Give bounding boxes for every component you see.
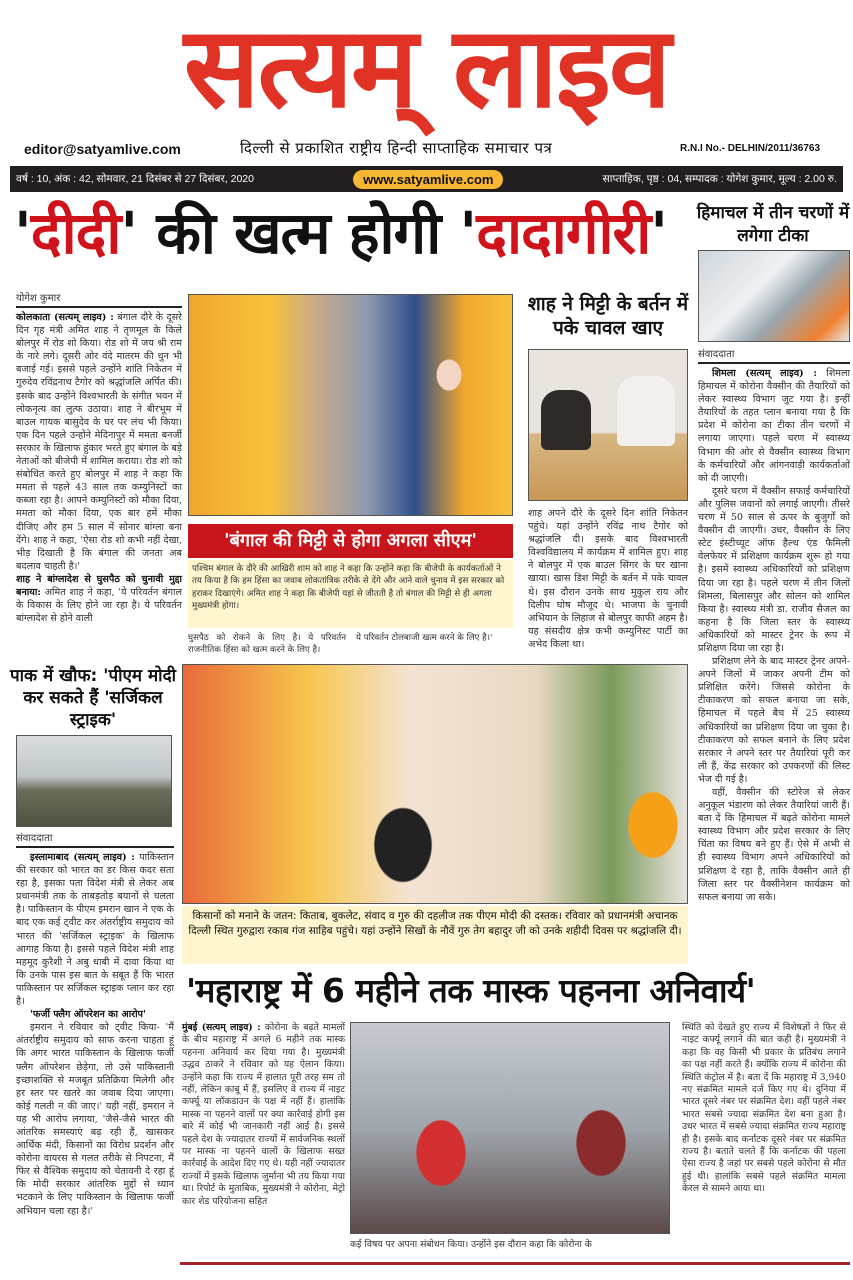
masked-women-photo <box>350 1022 670 1234</box>
shah-eating-rice-photo <box>528 349 688 501</box>
pak-paragraph-2: इमरान ने रविवार को ट्वीट किया- 'मैं अंतर्राष्ट्रीय समुदाय को साफ करना चाहता हूं कि अगर भारत पाकिस्तान के खिलाफ फर्जी फ्लैग ऑपरेशन छेड़ेगा, तो उसे पाकिस्तानी इच्छाशक्ति से मजबूत प्रतिक्रिया मिलेगी और हर स्तर पर खतरे का जवाब दिया जाएगा। कोई गलती न की जाए।' यही नहीं, इमरान ने यह भी आरोप लगाया, 'जैसे-जैसे भारत की आंतरिक समस्याएं बढ़ रही हैं, खासकर आर्थिक मंदी, किसानों का विरोध प्रदर्शन और कोरोना वायरस से गलत तरीके से निपटना, मैं फिर से वैश्विक समुदाय को चेतावनी दे रहा हूं कि मोदी सरकार आंतरिक मुद्दों से ध्यान भटकाने के लिए पाकिस्तान के खिलाफ फर्जी अभियान चला रहा है।' <box>16 1022 174 1217</box>
bottom-rule <box>180 1262 850 1265</box>
headline-highlight-didi: दीदी <box>30 199 121 267</box>
pak-paragraph-1 <box>16 851 174 1008</box>
byline: योगेश कुमार <box>16 290 182 308</box>
gurudwara-photo-caption: किसानों को मनाने के जतन: किताब, बुकलेट, संवाद व गुरु की दहलीज तक पीएम मोदी की दस्तक। रविवार को प्रधानमंत्री अचानक दिल्ली स्थित गुरुद्वारा रकाब गंज साहिब पहुंचे। यहां उन्होंने सिखों के नौवें गुरु तेग बहादुर जी को उनके शहीदी दिवस पर श्रद्धांजलि दी। <box>182 906 688 964</box>
dateline: कोलकाता (सत्यम् लाइव) : <box>16 312 114 323</box>
quote-banner: 'बंगाल की मिट्टी से होगा अगला सीएम' <box>188 524 513 558</box>
lead-story-continued-1: घुसपैठ को रोकने के लिए है। ये परिवर्तन राजनीतिक हिंसा को खत्म करने के लिए है। <box>188 633 346 655</box>
paragraph: पाकिस्तान की सरकार को भारत का डर किस कदर सता रहा है, इसका पता विदेश मंत्री से लेकर अब प्रधानमंत्री तक के ताबड़तोड़ बयानों से चलता है। पाकिस्तान के पीएम इमरान खान ने एक के बाद एक कई ट्वीट कर अंतर्राष्ट्रीय समुदाय को भारत की 'सर्जिकल स्ट्राइक' के खिलाफ आगाह किया है। इससे पहले विदेश मंत्री शाह महमूद कुरैशी ने अबु धाबी में दावा किया था कि उनके पास इस बात के सबूत हैं कि भारत पाकिस्तान पर सर्जिकल स्ट्राइक प्लान कर रहा है। <box>16 852 174 1008</box>
issue-info-bar <box>10 166 843 192</box>
mask-story-body-right: स्थिति को देखते हुए राज्य में विशेषज्ञों ने फिर से नाइट कर्फ्यू लगाने की बात कही है। मुख्यमंत्री ने कहा कि वह किसी भी प्रकार के प्रतिबंध लगाने का पक्ष नहीं करते हैं। क्योंकि राज्य में कोरोना की स्थिति कंट्रोल में है। बता दें कि महाराष्ट्र में 3,940 नए संक्रमित मामले दर्ज किए गए थे। दुनिया में भारत दूसरे नंबर पर संक्रमित देश। वहीं पहले नंबर भारत सबसे ज्यादा संक्रमित देश बना हुआ है। उधर भारत में सबसे ज्यादा संक्रमित राज्य महाराष्ट्र ही है। इसके बाद कर्नाटक दूसरे नंबर पर संक्रमित राज्य है। बताते चलते हैं कि कर्नाटक की पहला ऐसा राज्य है जहां पर सबसे पहले कोरोना से मौत हुई थी। हालांकि सबसे पहले संक्रमित मामला केरल से सामने आया था। <box>682 1022 846 1195</box>
lead-story-continued-2: ये परिवर्तन टोलबाजी खत्म करने के लिए है।' <box>356 633 493 643</box>
headline-middle: ' की खत्म होगी ' <box>120 199 477 267</box>
subheading: शाह ने बांग्लादेश से घुसपैठ को चुनावी मुद्दा बनाया: <box>16 573 182 598</box>
dateline: इस्लामाबाद (सत्यम् लाइव) : <box>30 852 135 863</box>
publication-details: साप्ताहिक, पृष्ठ : 04, सम्पादक : योगेश कुमार, मूल्य : 2.00 रु. <box>602 173 837 185</box>
pak-story-column <box>16 830 174 1218</box>
mask-story-body-left <box>182 1022 345 1208</box>
himachal-paragraph-2: दूसरे चरण में वैक्सीन सफाई कर्मचारियों और पुलिस जवानों को लगाई जाएगी। तीसरे चरण में 50 साल से ऊपर के बुजुर्गों को वैक्सीन दी जाएगी। उधर, वैक्सीन के लिए स्टेट इंस्टीच्यूट ऑफ हैल्थ एंड फैमिली वेलफेयर में प्रशिक्षण कार्यक्रम शुरू हो गया है। इसमें स्वास्थ्य अधिकारियों को प्रशिक्षण दिया जा रहा है। पहले चरण में तीन जिलों शिमला, बिलासपुर और सोलन को शामिल किया है। स्वास्थ्य मंत्री डा. राजीव सैजल का कहना है कि जिला स्तर के स्वास्थ्य अधिकारियों को मास्टर ट्रेनर के रूप में प्रशिक्षण दिया जा रहा है। <box>698 485 850 654</box>
himachal-story-column <box>698 346 850 904</box>
paragraph: कोरोना के बढ़ते मामलों के बीच महाराष्ट्र में अगले 6 महीने तक मास्क पहनना अनिवार्य कर दिया गया है। मुख्यमंत्री उद्धव ठाकरे ने रविवार को यह ऐलान किया। उन्होंने कहा कि राज्य में हालात पूरी तरह सम तो नहीं, लेकिन काबू में हैं, इसलिए वे राज्य में नाइट कर्फ्यू या लॉकडाउन के पक्ष में नहीं हैं। हालांकि मास्क ना पहनने वालों पर क्या कार्रवाई होगी इस बारे में कोई भी जानकारी नहीं आई है। इससे पहले देश के ज्यादातर राज्यों में सार्वजनिक स्थलों पर मास्क ना पहनने वालों के खिलाफ सख्त कार्रवाई के आदेश दिए गए थे। यही नहीं ज्यादातर राज्यों में इसके खिलाफ जुर्माना भी तय किया गया था। रिपोर्ट के मुताबिक, मुख्यमंत्री ने कोरोना, मेट्रो कार शेड परियोजना सहित <box>182 1022 345 1207</box>
photo-figure <box>541 390 591 450</box>
paragraph: बंगाल दौरे के दूसरे दिन गृह मंत्री अमित शाह ने तृणमूल के किले बोलपुर में रोड शो किया। रोड शो में जय श्री राम के नारे लगे। दूसरी ओर वंदे मातरम की धुन भी बजाई गई। इससे पहले उन्होंने शांति निकेतन में गुरुदेव रविंद्रनाथ टैगोर को श्रद्धांजलि अर्पित की। इसके बाद उन्होंने विश्वभारती के संगीत भवन में लोकनृत्य का लुत्फ उठाया। शाह ने बीरभूम में बाउल गायक बासुदेव के घर पर लंच भी किया। एक दिन पहले उन्होंने मेदिनापुर में ममता बनर्जी सरकार के खिलाफ हुंकार भरते हुए बंगाल के बड़े नेताओं को बीजेपी में शामिल कराया। रोड शो को संबोधित करते हुए बोलपुर में शाह ने कहा कि ममता से पहले 43 साल तक कम्युनिस्टों का कब्जा रहा है। आपने कम्युनिस्टों को मौका दिया, ममता को मौका दिया, एक बार हमें मौका दीजिए और हम 5 साल में सोनार बांग्ला बना देंगे। शाह ने कहा, 'ऐसा रोड शो कभी नहीं देखा, भीड़ दिखाती है कि बंगाल की जनता अब बदलाव चाहती है।' <box>16 312 182 572</box>
website-link[interactable]: www.satyamlive.com <box>353 170 503 189</box>
himachal-paragraph-4: वहीं, वैक्सीन की स्टोरेज से लेकर अनुकूल भंडारण को लेकर तैयारियां जारी हैं। बता दें कि हिमाचल में बढ़ते कोरोना मामले स्वास्थ्य विभाग और प्रदेश सरकार के लिए चिंता का विषय बने हुए हैं। ऐसे में अभी से ही स्वास्थ्य विभाग अपने अधिकारियों को प्रशिक्षण दे रहा है, ताकि वैक्सीन आते ही जिला स्तर पर वैक्सीनेशन कार्यक्रम को सफल बनाया जा सके। <box>698 787 850 903</box>
editor-email[interactable]: editor@satyamlive.com <box>24 141 181 157</box>
pm-modi-gurudwara-photo <box>182 664 688 904</box>
himachal-paragraph-3: प्रशिक्षण लेने के बाद मास्टर ट्रेनर अपने-अपने जिलों में जाकर अपनी टीम को प्रशिक्षित करेंगे। जिससे कोरोना के टीकाकरण को सफल बनाया जा सके, हिमाचल में पहले बैच में 25 स्वास्थ्य अधिकारियों का प्रशिक्षण दिया जा चुका है। टीकाकरण को सफल बनाने के लिए प्रदेश सरकार ने अपने स्तर पर तैयारियां पूरी कर ली हैं, केंद्र सरकार को उपकरणों की लिस्ट भेज दी गई है। <box>698 656 850 785</box>
lead-headline <box>14 198 694 268</box>
rice-story-headline: शाह ने मिट्टी के बर्तन में पके चावल खाए <box>527 293 689 339</box>
lead-story-body <box>16 311 182 625</box>
newspaper-tagline: दिल्ली से प्रकाशित राष्ट्रीय हिन्दी साप्ताहिक समाचार पत्र <box>240 139 553 157</box>
rice-story-body: शाह अपने दौरे के दूसरे दिन शांति निकेतन पहुंचे। यहां उन्होंने रविंद्र नाथ टैगोर को श्रद्धांजलि दी। इसके बाद विश्वभारती विश्वविद्यालय में कार्यक्रम में शामिल हुए। शाह ने बोलपुर में एक बाउल सिंगर के घर खाना खाया। खास डिश मिट्टी के बर्तन में पके चावल थे। इस दौरान उनके साथ मुकुल राय और दिलीप घोष मौजूद थे। भाजपा के चुनावी अभियान के लिहाज से बोलपुर काफी अहम है। यह संसदीय क्षेत्र कभी कम्युनिस्ट पार्टी का अभेद किला था। <box>528 508 688 650</box>
lead-story-column <box>16 290 182 625</box>
himachal-paragraph-1 <box>698 367 850 485</box>
issue-details: वर्ष : 10, अंक : 42, सोमवार, 21 दिसंबर से 27 दिसंबर, 2020 <box>16 173 254 185</box>
newspaper-masthead-title: सत्यम् लाइव <box>183 3 670 133</box>
vaccine-lab-photo <box>698 250 850 342</box>
dateline: शिमला (सत्यम् लाइव) : <box>712 368 817 379</box>
byline: संवाददाता <box>698 346 850 364</box>
headline-quote: ' <box>14 199 31 267</box>
photo-figure <box>617 376 675 446</box>
pak-subheading: 'फर्जी फ्लैग ऑपरेशन का आरोप' <box>30 1009 146 1021</box>
byline: संवाददाता <box>16 830 174 848</box>
mask-story-body-middle: कई विषय पर अपना संबोधन किया। उन्होंने इस दौरान कहा कि कोरोना के <box>350 1239 592 1250</box>
headline-quote: ' <box>650 199 668 267</box>
mask-story-headline: 'महाराष्ट्र में 6 महीने तक मास्क पहनना अनिवार्य' <box>186 971 756 1010</box>
paragraph: अमित शाह ने कहा, 'ये परिवर्तन बंगाल के विकास के लिए होने जा रहा है। ये परिवर्तन बांग्लादेश से होने वाली <box>16 586 182 625</box>
headline-highlight-dadagiri: दादागीरी <box>476 199 651 267</box>
pak-story-headline: पाक में खौफ: 'पीएम मोदी कर सकते हैं 'सर्जिकल स्ट्राइक' <box>10 666 176 730</box>
rni-number: R.N.I No.- DELHIN/2011/36763 <box>680 143 821 154</box>
himachal-story-headline: हिमाचल में तीन चरणों में लगेगा टीका <box>696 203 850 246</box>
amit-shah-roadshow-photo <box>188 294 513 516</box>
soldiers-photo <box>16 735 172 827</box>
paragraph: शिमला हिमाचल में कोरोना वैक्सीन की तैयारियों को लेकर स्वास्थ्य विभाग जुट गया है। इन्हीं तैयारियों के तहत प्लान बनाया गया है कि प्रदेश में कोरोना का टीका तीन चरणों में लगाया जाएगा। पहले चरण में स्वास्थ्य विभाग की ओर से वैक्सीन स्वास्थ्य विभाग के कर्मचारियों और आंगनवाड़ी कार्यकर्ताओं को दी जाएगी। <box>698 368 850 484</box>
banner-caption: पश्चिम बंगाल के दौरे की आखिरी शाम को शाह ने कहा कि उन्होंने कहा कि बीजेपी के कार्यकर्ताओं ने तय किया है कि हम हिंसा का जवाब लोकतांत्रिक तरीके से देंगे और आने वाले चुनाव में इस सरकार को हराकर दिखाएंगे। अमित शाह ने कहा कि बीजेपी यहां से जीतती है तो बंगाल की मिट्टी से ही अगला मुख्यमंत्री होगा। <box>188 560 513 628</box>
dateline: मुंबई (सत्यम् लाइव) : <box>182 1022 261 1033</box>
